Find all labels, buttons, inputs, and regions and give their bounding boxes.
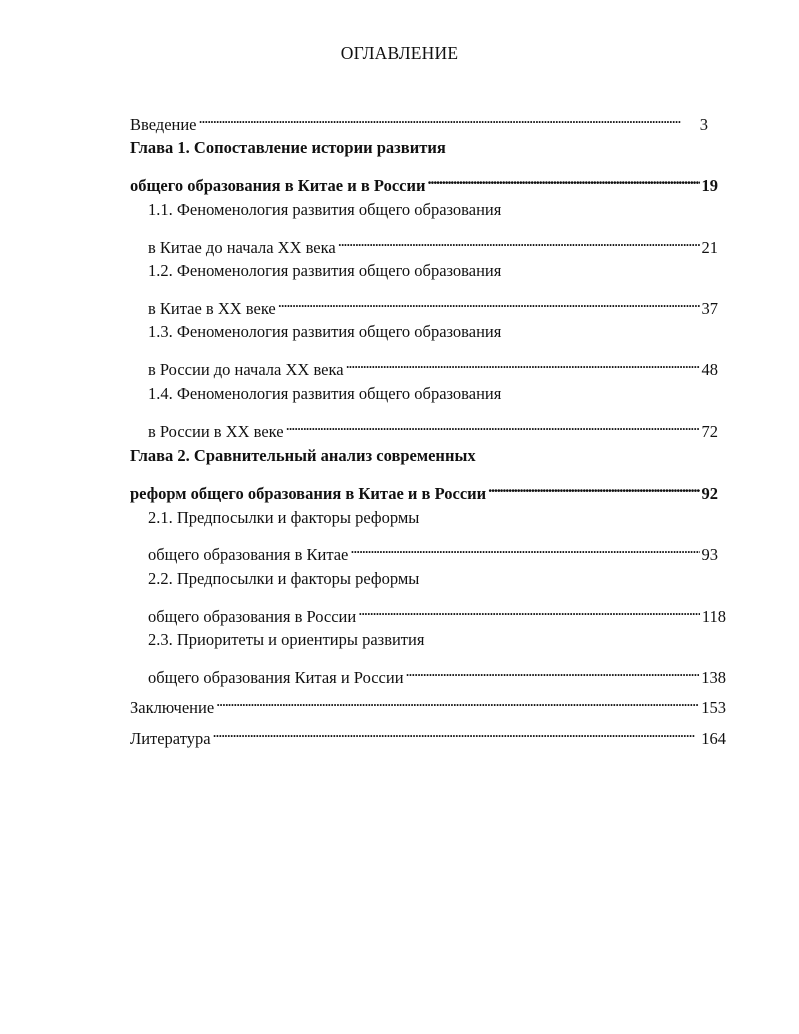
toc-entry-title: Заключение <box>130 698 215 717</box>
toc-entry-title: общего образования Китая и России <box>148 668 404 687</box>
toc-entry-title: реформ общего образования в Китае и в России <box>130 484 487 503</box>
toc-section-1-1-heading: 1.1. Феноменология развития общего образования <box>148 200 502 219</box>
toc-page-number: 37 <box>701 299 718 318</box>
dot-leader <box>286 413 700 437</box>
toc-chapter-1-heading: Глава 1. Сопоставление истории развития <box>130 138 446 157</box>
dot-leader <box>350 536 699 560</box>
dot-leader <box>346 351 700 375</box>
toc-section-2-2-heading: 2.2. Предпосылки и факторы реформы <box>148 569 420 588</box>
dot-leader <box>406 659 700 683</box>
toc-page-number: 92 <box>701 484 718 503</box>
toc-entry-literature[interactable] <box>130 720 726 748</box>
toc-entry-intro[interactable] <box>130 106 708 134</box>
toc-entry-title: общего образования в Китае <box>148 545 349 564</box>
toc-entry-chapter-2[interactable] <box>130 475 718 503</box>
toc-page-number: 72 <box>701 422 718 441</box>
dot-leader <box>338 229 700 253</box>
toc-entry-section-1-1[interactable] <box>148 229 718 257</box>
toc-entry-title: в России в XX веке <box>148 422 284 441</box>
toc-page-number: 48 <box>701 360 718 379</box>
toc-entry-title: в России до начала XX века <box>148 360 344 379</box>
toc-entry-title: в Китае в XX веке <box>148 299 276 318</box>
page-title: ОГЛАВЛЕНИЕ <box>340 43 459 63</box>
toc-page-number: 3 <box>699 115 708 134</box>
toc-page-number: 19 <box>701 176 718 195</box>
toc-entry-section-1-3[interactable] <box>148 351 718 379</box>
toc-page-number: 153 <box>701 698 726 717</box>
dot-leader <box>428 167 700 191</box>
toc-chapter-2-heading: Глава 2. Сравнительный анализ современных <box>130 446 476 465</box>
toc-section-2-1-heading: 2.1. Предпосылки и факторы реформы <box>148 508 420 527</box>
toc-section-1-3-heading: 1.3. Феноменология развития общего образования <box>148 322 502 341</box>
toc-page-number: 138 <box>701 668 726 687</box>
toc-entry-section-1-2[interactable] <box>148 290 718 318</box>
dot-leader <box>213 720 700 744</box>
dot-leader <box>358 598 700 622</box>
toc-entry-section-2-2[interactable] <box>148 598 726 626</box>
toc-entry-title: общего образования в Китае и в России <box>130 176 426 195</box>
toc-entry-title: Введение <box>130 115 197 134</box>
toc-page-number: 93 <box>701 545 718 564</box>
toc-section-2-3-heading: 2.3. Приоритеты и ориентиры развития <box>148 630 425 649</box>
toc-section-1-2-heading: 1.2. Феноменология развития общего образования <box>148 261 502 280</box>
dot-leader <box>488 475 699 499</box>
toc-page-number: 21 <box>701 238 718 257</box>
toc-entry-section-2-1[interactable] <box>148 536 718 564</box>
dot-leader <box>278 290 700 314</box>
toc-entry-title: общего образования в России <box>148 607 357 626</box>
toc-entry-conclusion[interactable] <box>130 689 726 717</box>
toc-entry-title: Литература <box>130 729 211 748</box>
dot-leader <box>216 689 699 713</box>
toc-page-number: 118 <box>701 607 726 626</box>
toc-entry-chapter-1[interactable] <box>130 167 718 195</box>
toc-page-number: 164 <box>701 729 726 748</box>
dot-leader <box>199 106 698 130</box>
toc-section-1-4-heading: 1.4. Феноменология развития общего образования <box>148 384 502 403</box>
toc-entry-title: в Китае до начала XX века <box>148 238 336 257</box>
toc-entry-section-1-4[interactable] <box>148 413 718 441</box>
toc-entry-section-2-3[interactable] <box>148 659 726 687</box>
